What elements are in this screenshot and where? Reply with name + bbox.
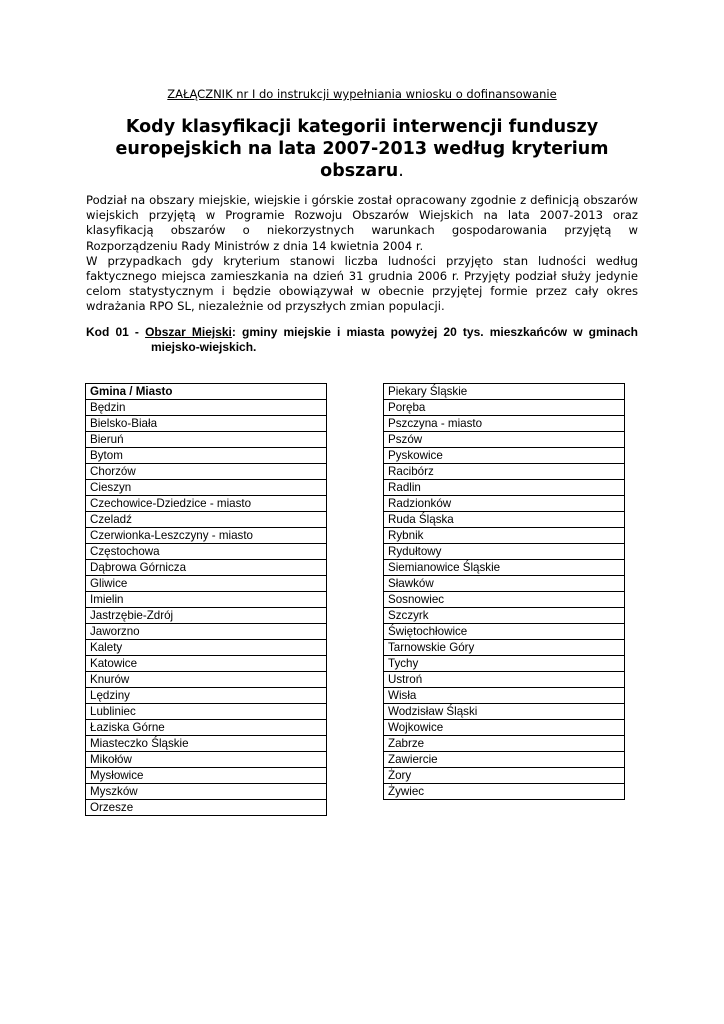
table-row — [86, 512, 327, 528]
municipality-cell: Mysłowice — [86, 768, 327, 784]
table-row — [86, 480, 327, 496]
table-row — [86, 624, 327, 640]
table-row — [86, 448, 327, 464]
municipality-cell: Imielin — [86, 592, 327, 608]
municipality-cell: Radlin — [384, 480, 625, 496]
code-definition-line-1 — [86, 325, 638, 340]
table-row — [86, 704, 327, 720]
municipality-cell: Częstochowa — [86, 544, 327, 560]
municipality-cell: Racibórz — [384, 464, 625, 480]
municipality-cell: Zawiercie — [384, 752, 625, 768]
table-row — [384, 592, 625, 608]
table-row — [384, 736, 625, 752]
municipality-cell: Żory — [384, 768, 625, 784]
code-area-name: Obszar Miejski — [145, 325, 232, 339]
municipality-cell: Zabrze — [384, 736, 625, 752]
municipality-cell: Bieruń — [86, 432, 327, 448]
municipality-cell: Żywiec — [384, 784, 625, 800]
table-header-row — [86, 384, 327, 400]
table-row — [86, 656, 327, 672]
table-row — [384, 528, 625, 544]
municipality-cell: Gliwice — [86, 576, 327, 592]
municipality-cell: Wodzisław Śląski — [384, 704, 625, 720]
municipality-cell: Czeladź — [86, 512, 327, 528]
municipality-table-right-body — [384, 384, 625, 800]
municipality-cell: Jastrzębie-Zdrój — [86, 608, 327, 624]
municipality-cell: Rybnik — [384, 528, 625, 544]
municipality-cell: Bielsko-Biała — [86, 416, 327, 432]
table-row — [384, 784, 625, 800]
table-row — [384, 512, 625, 528]
municipality-cell: Pyskowice — [384, 448, 625, 464]
municipality-cell: Łaziska Górne — [86, 720, 327, 736]
intro-paragraph-1: Podział na obszary miejskie, wiejskie i górskie został opracowany zgodnie z definicją obszarów wiejskich przyjętą w Programie Rozwoju Obszarów Wiejskich na lata 2007-2013 oraz klasyfikacją obszarów o niekorzystnych warunkach gospodarowania przyjętą w Rozporządzeniu Rady Ministrów z dnia 14 kwietnia 2004 r. — [86, 193, 638, 253]
municipality-cell: Lędziny — [86, 688, 327, 704]
table-row — [86, 688, 327, 704]
code-prefix: Kod 01 - — [86, 325, 146, 339]
table-row — [384, 400, 625, 416]
municipality-cell: Pszów — [384, 432, 625, 448]
table-row — [384, 672, 625, 688]
title-line-2: europejskich na lata 2007-2013 według kryterium — [115, 139, 609, 159]
table-row — [86, 800, 327, 816]
municipality-cell: Sławków — [384, 576, 625, 592]
table-row — [86, 560, 327, 576]
municipality-cell: Cieszyn — [86, 480, 327, 496]
municipality-cell: Czechowice-Dziedzice - miasto — [86, 496, 327, 512]
table-row — [384, 640, 625, 656]
table-row — [86, 768, 327, 784]
table-row — [86, 752, 327, 768]
table-row — [86, 416, 327, 432]
table-row — [86, 592, 327, 608]
municipality-cell: Kalety — [86, 640, 327, 656]
municipality-cell: Radzionków — [384, 496, 625, 512]
table-row — [384, 720, 625, 736]
table-row — [384, 656, 625, 672]
municipality-table-left — [85, 383, 327, 816]
table-row — [86, 528, 327, 544]
table-row — [384, 576, 625, 592]
municipality-cell: Myszków — [86, 784, 327, 800]
table-row — [86, 640, 327, 656]
municipality-cell: Knurów — [86, 672, 327, 688]
municipality-cell: Pszczyna - miasto — [384, 416, 625, 432]
table-row — [86, 784, 327, 800]
municipality-cell: Poręba — [384, 400, 625, 416]
title-line-1: Kody klasyfikacji kategorii interwencji funduszy — [125, 117, 599, 137]
page-title — [100, 116, 624, 182]
attachment-heading: ZAŁĄCZNIK nr I do instrukcji wypełniania wniosku o dofinansowanie — [167, 87, 557, 101]
municipality-cell: Sosnowiec — [384, 592, 625, 608]
municipality-cell: Bytom — [86, 448, 327, 464]
municipality-cell: Katowice — [86, 656, 327, 672]
table-row — [384, 464, 625, 480]
municipality-cell: Piekary Śląskie — [384, 384, 625, 400]
municipality-cell: Siemianowice Śląskie — [384, 560, 625, 576]
municipality-cell: Lubliniec — [86, 704, 327, 720]
municipality-cell: Orzesze — [86, 800, 327, 816]
table-row — [86, 400, 327, 416]
municipality-cell: Tarnowskie Góry — [384, 640, 625, 656]
municipality-cell: Wisła — [384, 688, 625, 704]
title-line-3-text: obszaru — [320, 161, 399, 181]
intro-paragraph-2: W przypadkach gdy kryterium stanowi liczba ludności przyjęto stan ludności według faktycznego miejsca zamieszkania na dzień 31 grudnia 2006 r. Przyjęty podział służy jedynie celom statystycznym i będzie obowiązywał w obecnie przyjętej formie przez cały okres wdrażania RPO SL, niezależnie od przyszłych zmian populacji. — [86, 253, 638, 314]
municipality-table-left-body — [86, 384, 327, 816]
municipality-cell: Ustroń — [384, 672, 625, 688]
table-row — [384, 560, 625, 576]
table-row — [384, 544, 625, 560]
municipality-cell: Świętochłowice — [384, 624, 625, 640]
table-row — [384, 768, 625, 784]
table-row — [384, 416, 625, 432]
table-row — [86, 672, 327, 688]
code-description: : gminy miejskie i miasta powyżej 20 tys. mieszkańców w gminach — [231, 325, 639, 339]
table-row — [86, 720, 327, 736]
table-row — [86, 432, 327, 448]
title-line-3 — [100, 160, 624, 182]
municipality-cell: Wojkowice — [384, 720, 625, 736]
municipality-cell: Jaworzno — [86, 624, 327, 640]
table-row — [86, 544, 327, 560]
municipality-cell: Szczyrk — [384, 608, 625, 624]
municipality-cell: Miasteczko Śląskie — [86, 736, 327, 752]
table-row — [384, 384, 625, 400]
code-definition — [86, 325, 638, 354]
municipality-cell: Rydułtowy — [384, 544, 625, 560]
table-row — [384, 688, 625, 704]
table-row — [384, 480, 625, 496]
table-row — [384, 624, 625, 640]
table-row — [384, 496, 625, 512]
code-definition-line-2: miejsko-wiejskich. — [151, 339, 257, 354]
table-row — [86, 576, 327, 592]
municipality-cell: Tychy — [384, 656, 625, 672]
municipality-cell: Mikołów — [86, 752, 327, 768]
municipality-table-right — [383, 383, 625, 800]
table-row — [86, 464, 327, 480]
table-row — [86, 496, 327, 512]
table-row — [86, 608, 327, 624]
municipality-cell: Czerwionka-Leszczyny - miasto — [86, 528, 327, 544]
intro-text — [86, 193, 638, 315]
table-row — [384, 704, 625, 720]
table-row — [384, 608, 625, 624]
table-header-cell: Gmina / Miasto — [86, 384, 327, 400]
table-row — [384, 448, 625, 464]
table-row — [86, 736, 327, 752]
municipality-cell: Ruda Śląska — [384, 512, 625, 528]
table-row — [384, 432, 625, 448]
municipality-cell: Chorzów — [86, 464, 327, 480]
table-row — [384, 752, 625, 768]
municipality-cell: Dąbrowa Górnicza — [86, 560, 327, 576]
title-dot: . — [398, 161, 404, 181]
municipality-cell: Będzin — [86, 400, 327, 416]
